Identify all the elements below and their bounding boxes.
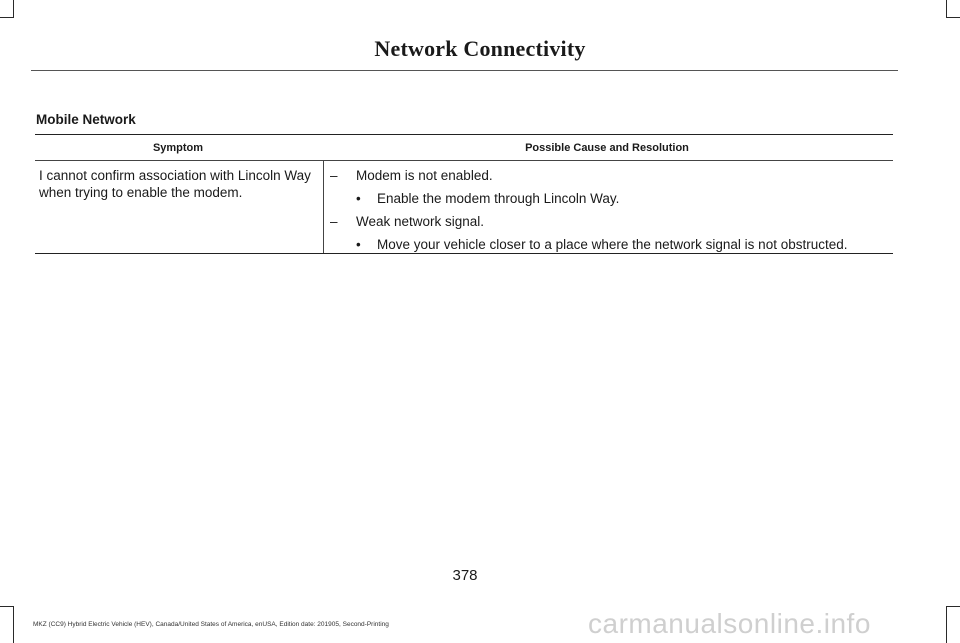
crop-mark (13, 606, 14, 643)
resolution-text: Enable the modem through Lincoln Way. (377, 191, 620, 206)
crop-mark (0, 606, 14, 607)
crop-mark (946, 606, 947, 643)
page-title: Network Connectivity (374, 36, 586, 61)
dash-marker: – (330, 214, 338, 229)
section-heading: Mobile Network (36, 112, 136, 127)
crop-mark (946, 17, 960, 18)
crop-mark (0, 17, 14, 18)
cause-text: Modem is not enabled. (356, 168, 493, 183)
troubleshooting-table (35, 134, 893, 254)
column-header-cause: Possible Cause and Resolution (525, 141, 689, 154)
table-header (35, 135, 893, 161)
page-number: 378 (452, 567, 478, 584)
cause-item (330, 167, 893, 207)
column-header-symptom: Symptom (152, 141, 204, 154)
cause-item (330, 213, 893, 253)
title-divider (31, 70, 898, 71)
crop-mark (13, 0, 14, 18)
edition-footer: MKZ (CC9) Hybrid Electric Vehicle (HEV), Canada/United States of America, enUSA, Edition date: 201905, Second-Printing (33, 621, 389, 628)
bullet-marker: • (356, 237, 361, 252)
watermark: carmanualsonline.info (588, 608, 871, 639)
crop-mark (946, 606, 960, 607)
cause-cell (324, 161, 893, 253)
table-row (35, 161, 893, 253)
symptom-cell: I cannot confirm association with Lincoln Way when trying to enable the modem. (35, 161, 324, 253)
resolution-text: Move your vehicle closer to a place where the network signal is not obstructed. (377, 237, 848, 252)
bullet-marker: • (356, 191, 361, 206)
cause-text: Weak network signal. (356, 214, 485, 229)
crop-mark (946, 0, 947, 18)
dash-marker: – (330, 168, 338, 183)
